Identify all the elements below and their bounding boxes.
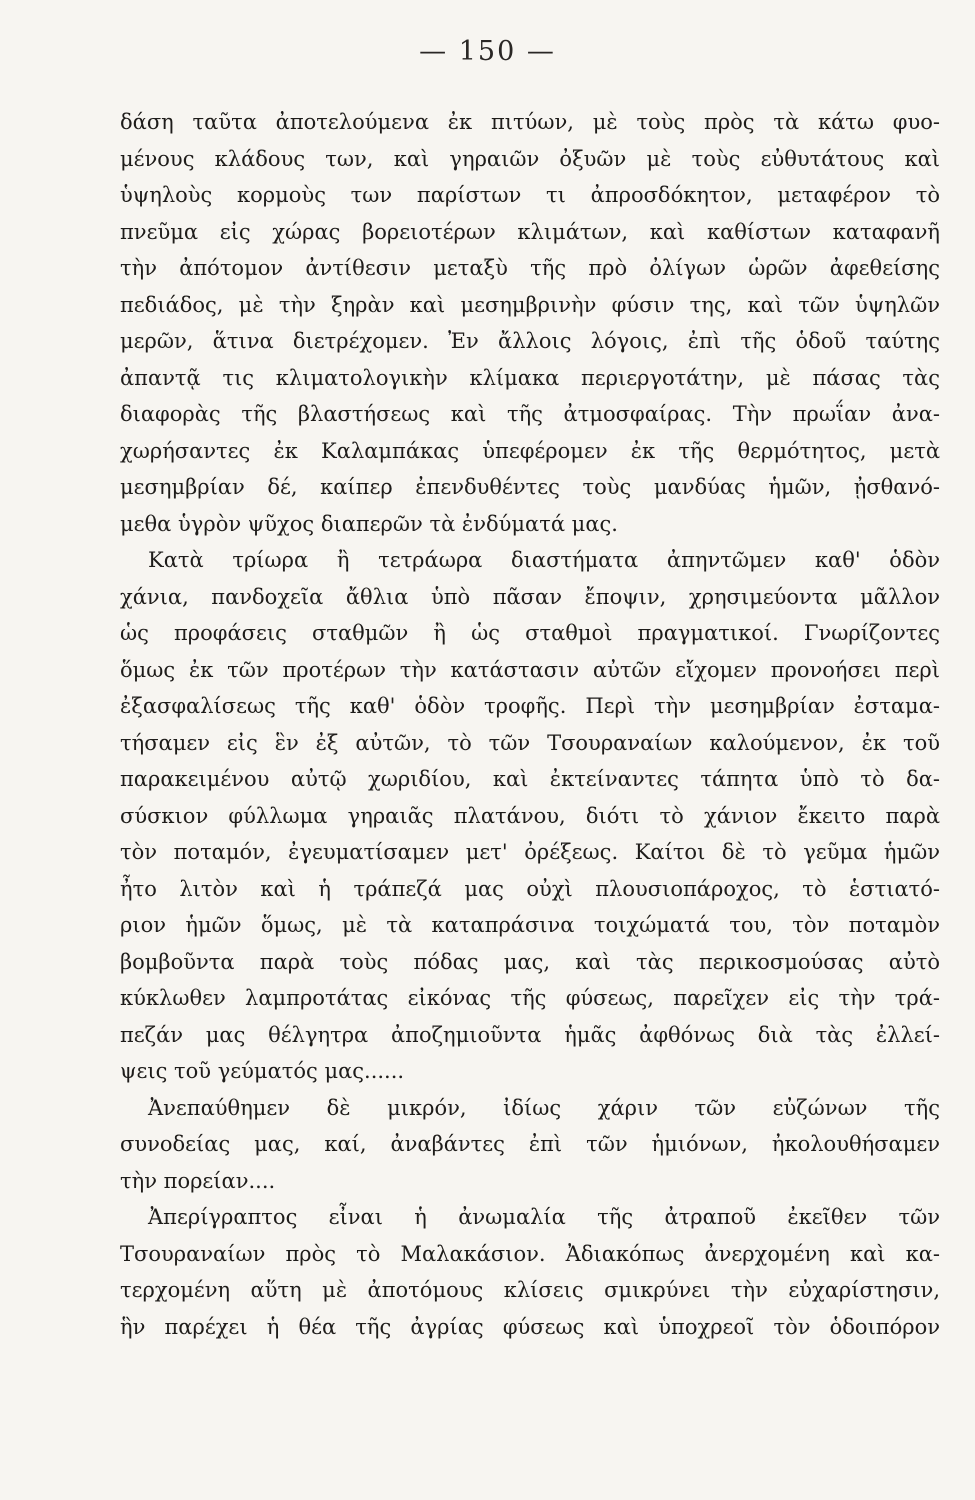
text-line: ριον ἡμῶν ὅμως, μὲ τὰ καταπράσινα τοιχώματά του, τὸν ποταμὸν [120,913,940,937]
text-line: μεσημβρίαν δέ, καίπερ ἐπενδυθέντες τοὺς μανδύας ἡμῶν, ᾐσθανό- [120,475,940,499]
text-line: ἦτο λιτὸν καὶ ἡ τράπεζά μας οὐχὶ πλουσιοπάροχος, τὸ ἑστιατό- [120,876,940,901]
text-line: παρακειμένου αὐτῷ χωριδίου, καὶ ἐκτείναντες τάπητα ὑπὸ τὸ δα- [120,767,940,791]
text-line: Ἀνεπαύθημεν δὲ μικρόν, ἰδίως χάριν τῶν εὐζώνων τῆς [148,1095,940,1120]
text-line: ὡς προφάσεις σταθμῶν ἢ ὡς σταθμοὶ πραγματικοί. Γνωρίζοντες [120,621,940,645]
text-line: ὑψηλοὺς κορμοὺς των παρίστων τι ἀπροσδόκητον, μεταφέρον τὸ [120,183,940,207]
text-line: χωρήσαντες ἐκ Καλαμπάκας ὑπεφέρομεν ἐκ τῆς θερμότητος, μετὰ [120,438,940,463]
text-line: πεζάν μας θέλγητρα ἀποζημιοῦντα ἡμᾶς ἀφθόνως διὰ τὰς ἐλλεί- [120,1022,940,1047]
text-line: Κατὰ τρίωρα ἢ τετράωρα διαστήματα ἀπηντῶμεν καθ' ὁδὸν [148,548,940,572]
text-line: τήσαμεν εἰς ἓν ἐξ αὐτῶν, τὸ τῶν Τσουραναίων καλούμενον, ἐκ τοῦ [120,730,940,755]
text-line: ἀπαντᾷ τις κλιματολογικὴν κλίμακα περιεργοτάτην, μὲ πάσας τὰς [120,365,940,390]
text-line: τὴν ἀπότομον ἀντίθεσιν μεταξὺ τῆς πρὸ ὀλίγων ὡρῶν ἀφεθείσης [120,256,940,280]
text-line: κύκλωθεν λαμπροτάτας εἰκόνας τῆς φύσεως, παρεῖχεν εἰς τὴν τρά- [120,986,940,1010]
text-line: τὴν πορείαν.... [120,1168,276,1193]
text-line: ἐξασφαλίσεως τῆς καθ' ὁδὸν τροφῆς. Περὶ τὴν μεσημβρίαν ἐσταμα- [120,694,940,718]
text-line: Τσουραναίων πρὸς τὸ Μαλακάσιον. Ἀδιακόπως ἀνερχομένη καὶ κα- [120,1241,940,1266]
text-line: χάνια, πανδοχεῖα ἄθλια ὑπὸ πᾶσαν ἔποψιν, χρησιμεύοντα μᾶλλον [120,584,940,609]
body-text [120,104,940,1345]
text-line: βομβοῦντα παρὰ τοὺς πόδας μας, καὶ τὰς περικοσμούσας αὐτὸ [120,949,940,974]
text-line: μερῶν, ἅτινα διετρέχομεν. Ἐν ἄλλοις λόγοις, ἐπὶ τῆς ὁδοῦ ταύτης [120,329,940,353]
text-line: ὅμως ἐκ τῶν προτέρων τὴν κατάστασιν αὐτῶν εἴχομεν προνοήσει περὶ [120,657,940,682]
text-line: πνεῦμα εἰς χώρας βορειοτέρων κλιμάτων, καὶ καθίστων καταφανῆ [120,219,940,244]
text-line: διαφορὰς τῆς βλαστήσεως καὶ τῆς ἀτμοσφαίρας. Τὴν πρωΐαν ἀνα- [120,402,940,426]
text-line: Ἀπερίγραπτος εἶναι ἡ ἀνωμαλία τῆς ἀτραποῦ ἐκεῖθεν τῶν [148,1205,940,1229]
text-line: τὸν ποταμόν, ἐγευματίσαμεν μετ' ὀρέξεως. Καίτοι δὲ τὸ γεῦμα ἡμῶν [120,840,940,864]
text-line: μεθα ὑγρὸν ψῦχος διαπερῶν τὰ ἐνδύματά μας. [120,511,618,536]
text-line: μένους κλάδους των, καὶ γηραιῶν ὀξυῶν μὲ τοὺς εὐθυτάτους καὶ [120,146,940,171]
text-line: σύσκιον φύλλωμα γηραιᾶς πλατάνου, διότι τὸ χάνιον ἔκειτο παρὰ [120,803,940,828]
text-line: ψεις τοῦ γεύματός μας...... [120,1059,405,1083]
text-line: δάση ταῦτα ἀποτελούμενα ἐκ πιτύων, μὲ τοὺς πρὸς τὰ κάτω φυο- [120,110,940,134]
page-number: — 150 — [419,36,556,67]
text-line: πεδιάδος, μὲ τὴν ξηρὰν καὶ μεσημβρινὴν φύσιν της, καὶ τῶν ὑψηλῶν [120,292,940,317]
text-line: τερχομένη αὕτη μὲ ἀποτόμους κλίσεις σμικρύνει τὴν εὐχαρίστησιν, [120,1278,940,1302]
text-line: συνοδείας μας, καί, ἀναβάντες ἐπὶ τῶν ἡμιόνων, ἠκολουθήσαμεν [120,1132,940,1156]
text-line: ἣν παρέχει ἡ θέα τῆς ἀγρίας φύσεως καὶ ὑποχρεοῖ τὸν ὁδοιπόρον [120,1314,940,1339]
